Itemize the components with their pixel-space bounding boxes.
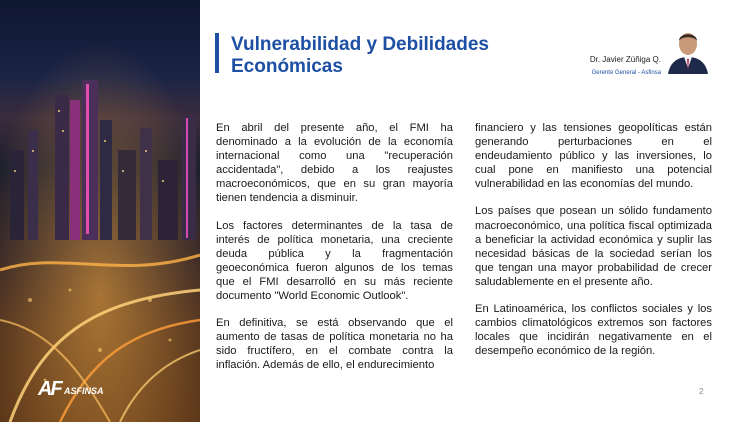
paragraph: En Latinoamérica, los conflictos sociales y los cambios climatológicos extremos son factores locales que incidirán negativamente en el desempeño económico de la región. [475,303,712,358]
body-column-right [475,121,712,371]
logo-mark: AF [38,378,61,400]
author-avatar [666,24,710,74]
paragraph: En definitiva, se está observando que el aumento de tasas de política monetaria no ha sido fructífero, en el combate contra la inflación. Además de ello, el endurecimiento [216,317,453,372]
title-accent-bar [215,33,219,73]
author-name: Dr. Javier Zúñiga Q. [589,55,661,64]
asfinsa-logo [38,378,118,402]
author-block [590,54,661,78]
logo-text: ASFINSA [64,386,104,396]
page-title: Vulnerabilidad y Debilidades Económicas [231,34,489,77]
page-number: 2 [699,387,704,396]
body-column-left [216,121,453,386]
paragraph: Los países que posean un sólido fundamento macroeconómico, una política fiscal optimizada a beneficiar la actividad económica y suplir las necesidad básicas de la sociedad serían los que tengan una mayor probabilidad de crecer saludablemente en el presente año. [475,205,712,288]
paragraph: En abril del presente año, el FMI ha denominado a la evolución de la economía internacional como una "recuperación accidentada", debido a los reajustes macroeconómicos, que en su gran mayoría tienen tendencia a disminuir. [216,122,453,205]
paragraph: financiero y las tensiones geopolíticas están generando perturbaciones en el endeudamiento público y las inversiones, lo cual pone en manifiesto una potencial vulnerabilidad en las economías del mundo. [475,122,712,191]
paragraph: Los factores determinantes de la tasa de interés de política monetaria, una creciente deuda pública y la fragmentación geoeconómica fueron algunos de los temas que el FMI desarrolló en su más reciente documento "World Economic Outlook". [216,219,453,303]
city-night-photo [0,0,200,422]
author-role: Gerente General - Asfinsa [591,70,661,76]
